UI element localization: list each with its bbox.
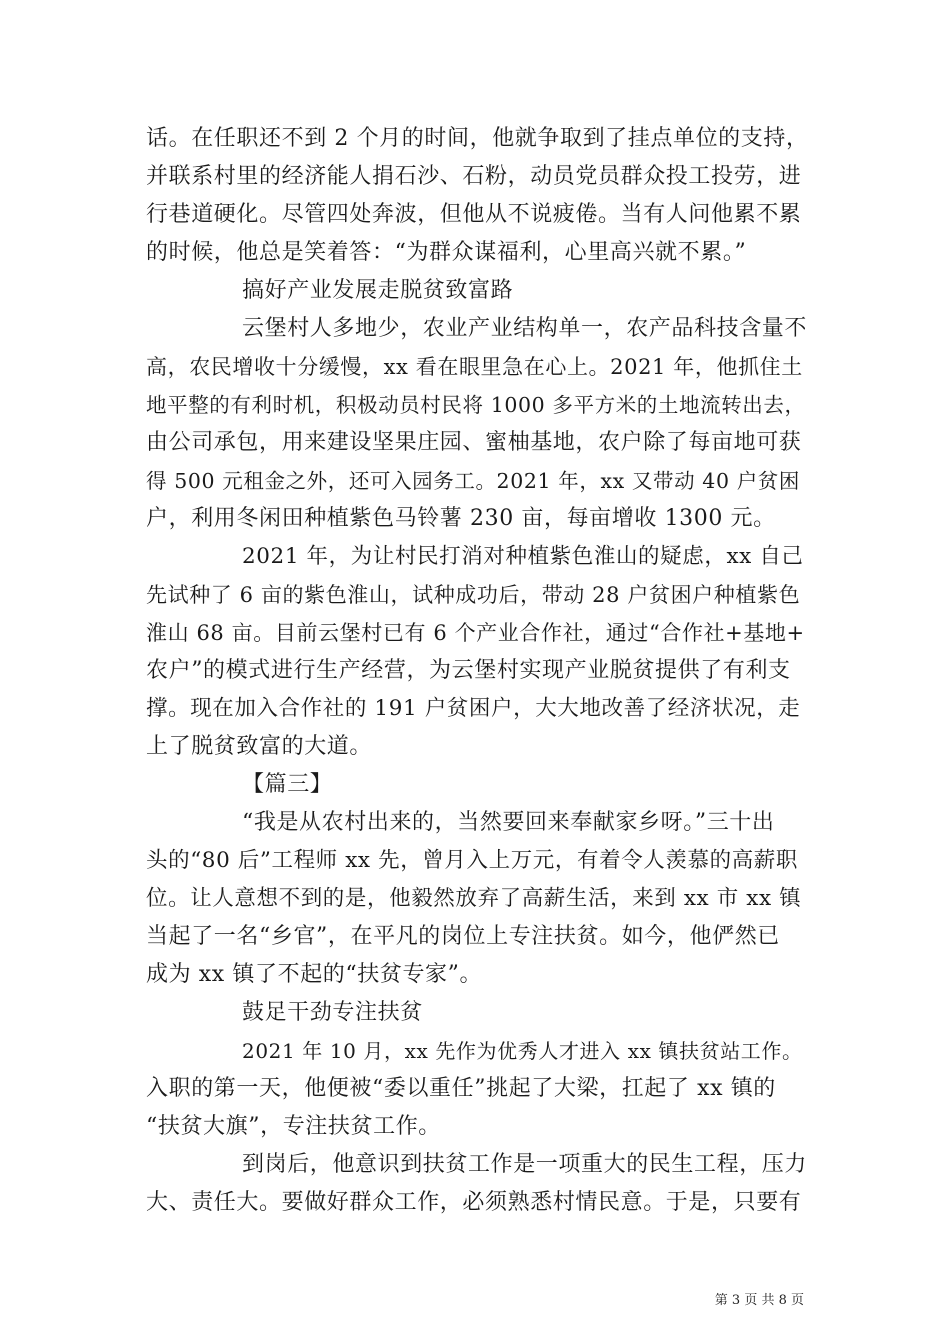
text-line: 位。让人意想不到的是，他毅然放弃了高薪生活，来到 xx 市 xx 镇 xyxy=(146,886,802,911)
text-line: 地平整的有利时机，积极动员村民将 1000 多平方米的土地流转出去， xyxy=(146,393,806,417)
body-text xyxy=(146,120,810,1222)
text-line: 到岗后，他意识到扶贫工作是一项重大的民生工程，压力 xyxy=(242,1152,808,1177)
text-line: 农户”的模式进行生产经营，为云堡村实现产业脱贫提供了有利支 xyxy=(146,658,791,683)
text-line: 2021 年 10 月，xx 先作为优秀人才进入 xx 镇扶贫站工作。 xyxy=(242,1039,803,1063)
text-line: 并联系村里的经济能人捐石沙、石粉，动员党员群众投工投劳，进 xyxy=(146,164,802,189)
text-line: 淮山 68 亩。目前云堡村已有 6 个产业合作社，通过“合作社+基地+ xyxy=(146,621,805,645)
text-line: 鼓足干劲专注扶贫 xyxy=(242,1000,423,1025)
text-line: 【篇三】 xyxy=(242,772,333,797)
text-line: 撑。现在加入合作社的 191 户贫困户，大大地改善了经济状况，走 xyxy=(146,696,801,721)
text-line: 户，利用冬闲田种植紫色马铃薯 230 亩，每亩增收 1300 元。 xyxy=(146,506,776,531)
text-line: 搞好产业发展走脱贫致富路 xyxy=(242,278,514,303)
text-line: 行巷道硬化。尽管四处奔波，但他从不说疲倦。当有人问他累不累 xyxy=(146,202,802,227)
text-line: 上了脱贫致富的大道。 xyxy=(146,734,373,759)
text-line: 云堡村人多地少，农业产业结构单一，农产品科技含量不 xyxy=(242,316,808,341)
text-line: 高，农民增收十分缓慢，xx 看在眼里急在心上。2021 年，他抓住土 xyxy=(146,355,803,379)
text-line: “扶贫大旗”，专注扶贫工作。 xyxy=(146,1114,441,1139)
text-line: 先试种了 6 亩的紫色淮山，试种成功后，带动 28 户贫困户种植紫色 xyxy=(146,583,801,607)
text-line: 当起了一名“乡官”，在平凡的岗位上专注扶贫。如今，他俨然已 xyxy=(146,924,780,949)
text-line: 成为 xx 镇了不起的“扶贫专家”。 xyxy=(146,962,483,987)
page-number: 第 3 页 共 8 页 xyxy=(714,1293,804,1308)
text-line: 的时候，他总是笑着答：“为群众谋福利，心里高兴就不累。” xyxy=(146,240,747,265)
text-line: 大、责任大。要做好群众工作，必须熟悉村情民意。于是，只要有 xyxy=(146,1190,802,1215)
text-line: 话。在任职还不到 2 个月的时间，他就争取到了挂点单位的支持， xyxy=(146,126,809,151)
text-line: “我是从农村出来的，当然要回来奉献家乡呀。”三十出 xyxy=(242,810,775,835)
text-line: 入职的第一天，他便被“委以重任”挑起了大梁，扛起了 xx 镇的 xyxy=(146,1076,776,1101)
text-line: 得 500 元租金之外，还可入园务工。2021 年，xx 又带动 40 户贫困 xyxy=(146,469,801,493)
text-line: 由公司承包，用来建设坚果庄园、蜜柚基地，农户除了每亩地可获 xyxy=(146,430,802,455)
text-line: 头的“80 后”工程师 xx 先，曾月入上万元，有着令人羡慕的高薪职 xyxy=(146,848,798,873)
text-line: 2021 年，为让村民打消对种植紫色淮山的疑虑，xx 自己 xyxy=(242,544,804,569)
